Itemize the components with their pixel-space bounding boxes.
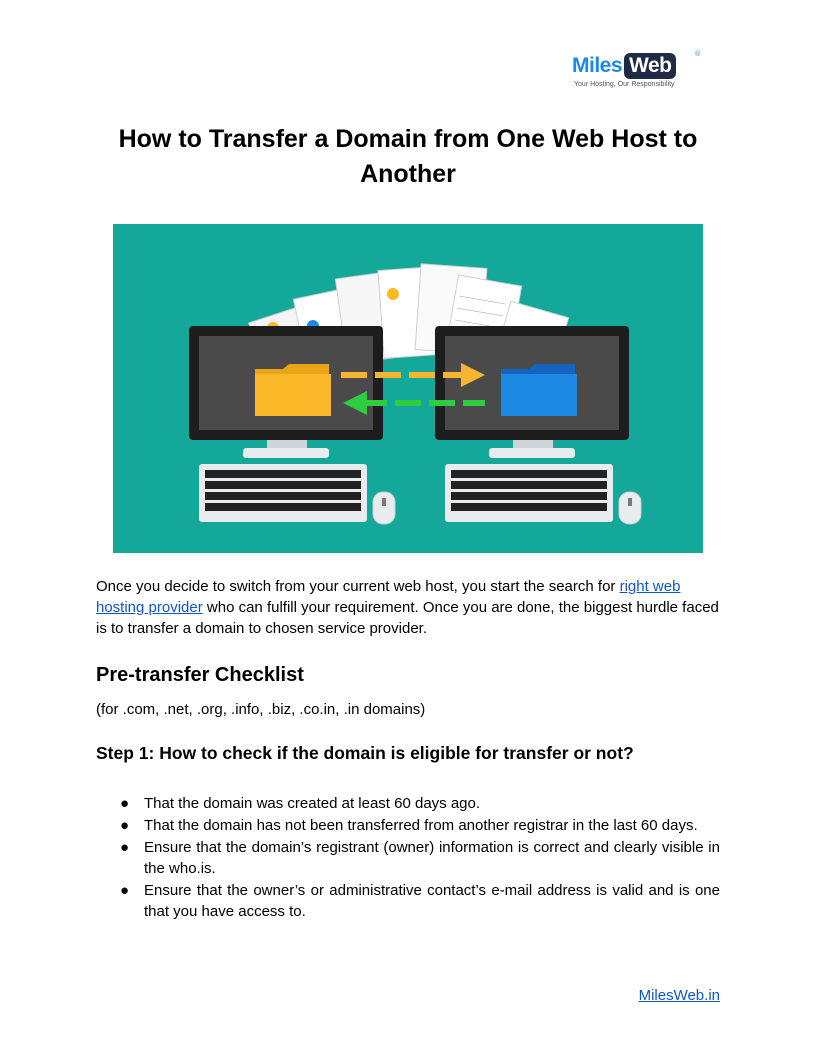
intro-text-start: Once you decide to switch from your current web host, you start the search for [96,578,620,595]
milesweb-logo [572,52,706,92]
logo-web-text: Web [624,53,676,79]
list-item-text: That the domain was created at least 60 days ago. [144,795,481,812]
section-heading: Pre-transfer Checklist [96,664,304,686]
bullet-icon: ● [120,795,130,812]
list-item [96,793,720,814]
intro-text-end: who can fulfill your requirement. Once you are done, the biggest hurdle faced is to transfer a domain to chosen service provider. [96,599,719,637]
list-item-text: Ensure that the domain’s registrant (owner) information is correct and clearly visible in the who.is. [144,839,720,877]
bullet-icon: ● [120,839,130,856]
list-item [96,815,720,836]
eligibility-list [96,793,720,923]
logo-miles-text: Miles [572,54,623,77]
bullet-icon: ● [120,882,130,899]
section-subtitle: (for .com, .net, .org, .info, .biz, .co.in, .in domains) [96,701,426,718]
footer-milesweb-link[interactable]: MilesWeb.in [638,987,720,1004]
list-item-text: Ensure that the owner’s or administrative contact’s e-mail address is valid and is one that you have access to. [144,882,720,920]
page-title: How to Transfer a Domain from One Web Host to Another [118,125,698,188]
list-item [96,880,720,922]
hosting-provider-link[interactable]: right web hosting provider [96,578,681,616]
domain-transfer-illustration [113,224,703,553]
left-computer [189,326,395,524]
step-heading: Step 1: How to check if the domain is eligible for transfer or not? [96,743,634,763]
logo-wordmark [572,52,676,80]
intro-paragraph [96,576,720,639]
list-item [96,837,720,879]
right-computer [435,326,641,524]
logo-registered-mark: ® [695,51,701,58]
logo-tagline: Your Hosting, Our Responsibility [574,81,675,88]
bullet-icon: ● [120,817,130,834]
list-item-text: That the domain has not been transferred from another registrar in the last 60 days. [144,817,698,834]
